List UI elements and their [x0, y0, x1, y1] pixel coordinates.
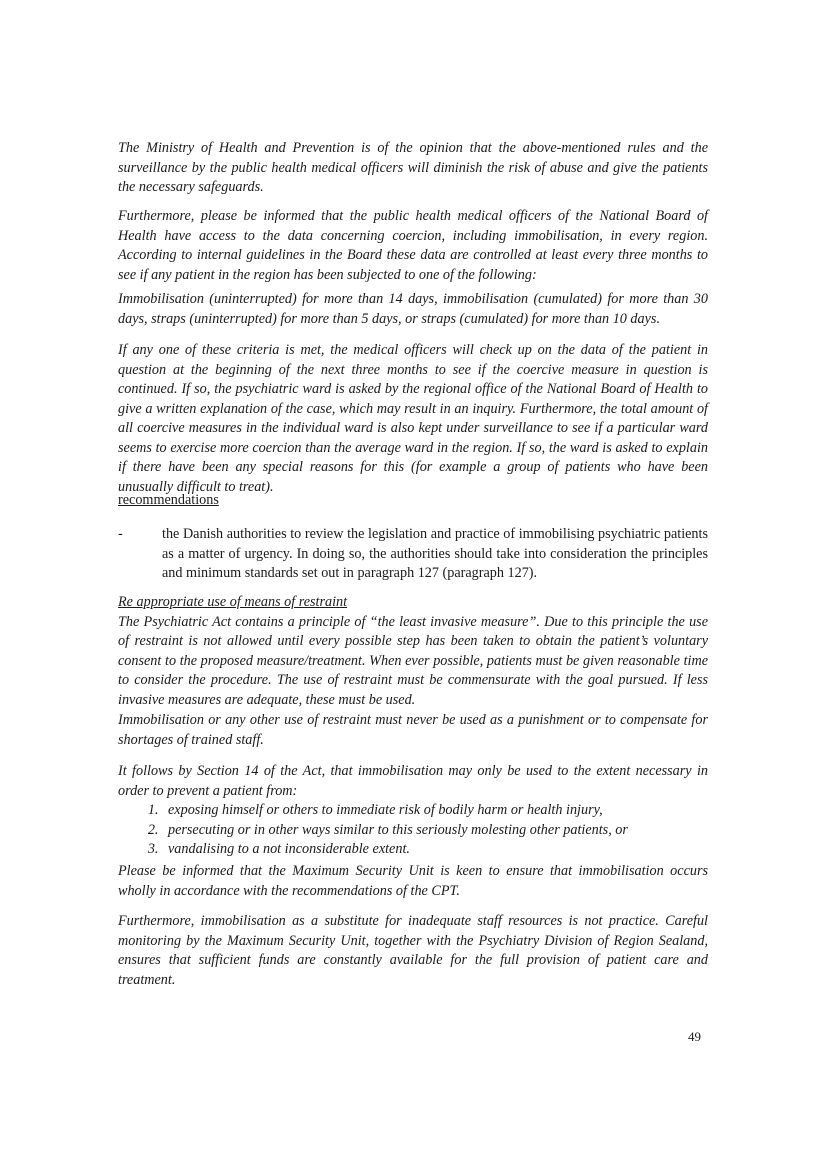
list-item: 3. vandalising to a not inconsiderable extent.	[162, 840, 708, 860]
paragraph-never-punishment: Immobilisation or any other use of restraint must never be used as a punishment or to compensate for shortages of trained staff.	[118, 712, 708, 748]
paragraph-public-health-officers: Furthermore, please be informed that the public health medical officers of the National Board of Health have access to the data concerning coercion, including immobilisation, in every region. According to internal guidelines in the Board these data are controlled at least every three months to see if any patient in the region has been subjected to one of the following:	[118, 208, 708, 283]
restraint-section	[118, 593, 708, 710]
recommendation-bullet	[118, 525, 708, 584]
bullet-dash: -	[118, 526, 123, 542]
paragraph-least-invasive: The Psychiatric Act contains a principle of “the least invasive measure”. Due to this principle the use of restraint is not allowed until every possible step has been taken to obtain the patient’s voluntary consent to the proposed measure/treatment. When ever possible, patients must be given reasonable time to consider the procedure. The use of restraint must be commensurate with the goal pursued. If less invasive measures are adequate, these must be used.	[118, 613, 708, 708]
section-14-list	[118, 801, 708, 860]
paragraph-criteria-met: If any one of these criteria is met, the medical officers will check up on the data of the patient in question at the beginning of the next three months to see if the coercive measure in question is continued. If so, the psychiatric ward is asked by the regional office of the National Board of Health to give a written explanation of the case, which may result in an inquiry. Furthermore, the total amount of all coercive measures in the individual ward is also kept under surveillance to see if a particular ward seems to exercise more coercion than the average ward in the region. If so, the ward is asked to explain if there have been any special reasons for this (for example a group of patients who have been unusually difficult to treat).	[118, 342, 708, 495]
recommendation-text: the Danish authorities to review the legislation and practice of immobilising psychiatric patients as a matter of urgency. In doing so, the authorities should take into consideration the principles and minimum standards set out in paragraph 127 (paragraph 127).	[162, 526, 708, 581]
paragraph-immobilisation-criteria: Immobilisation (uninterrupted) for more than 14 days, immobilisation (cumulated) for more than 30 days, straps (uninterrupted) for more than 5 days, or straps (cumulated) for more than 10 days.	[118, 291, 708, 327]
paragraph-ministry-opinion: The Ministry of Health and Prevention is of the opinion that the above-mentioned rules and the surveillance by the public health medical officers will diminish the risk of abuse and give the patients the necessary safeguards.	[118, 140, 708, 195]
paragraph-section-14-intro: It follows by Section 14 of the Act, that immobilisation may only be used to the extent necessary in order to prevent a patient from:	[118, 763, 708, 799]
paragraph-maximum-security: Please be informed that the Maximum Security Unit is keen to ensure that immobilisation occurs wholly in accordance with the recommendations of the CPT.	[118, 863, 708, 899]
restraint-heading: Re appropriate use of means of restraint	[118, 594, 348, 610]
section-14-block	[118, 762, 708, 860]
list-item: 1. exposing himself or others to immediate risk of bodily harm or health injury,	[162, 801, 708, 821]
list-item: 2. persecuting or in other ways similar to this seriously molesting other patients, or	[162, 821, 708, 841]
paragraph-staff-resources: Furthermore, immobilisation as a substitute for inadequate staff resources is not practice. Careful monitoring by the Maximum Security Unit, together with the Psychiatry Division of Region Sealand, ensures that sufficient funds are constantly available for the full provision of patient care and treatment.	[118, 913, 708, 988]
recommendations-heading: recommendations	[118, 492, 219, 508]
page-number: 49	[688, 1029, 701, 1044]
